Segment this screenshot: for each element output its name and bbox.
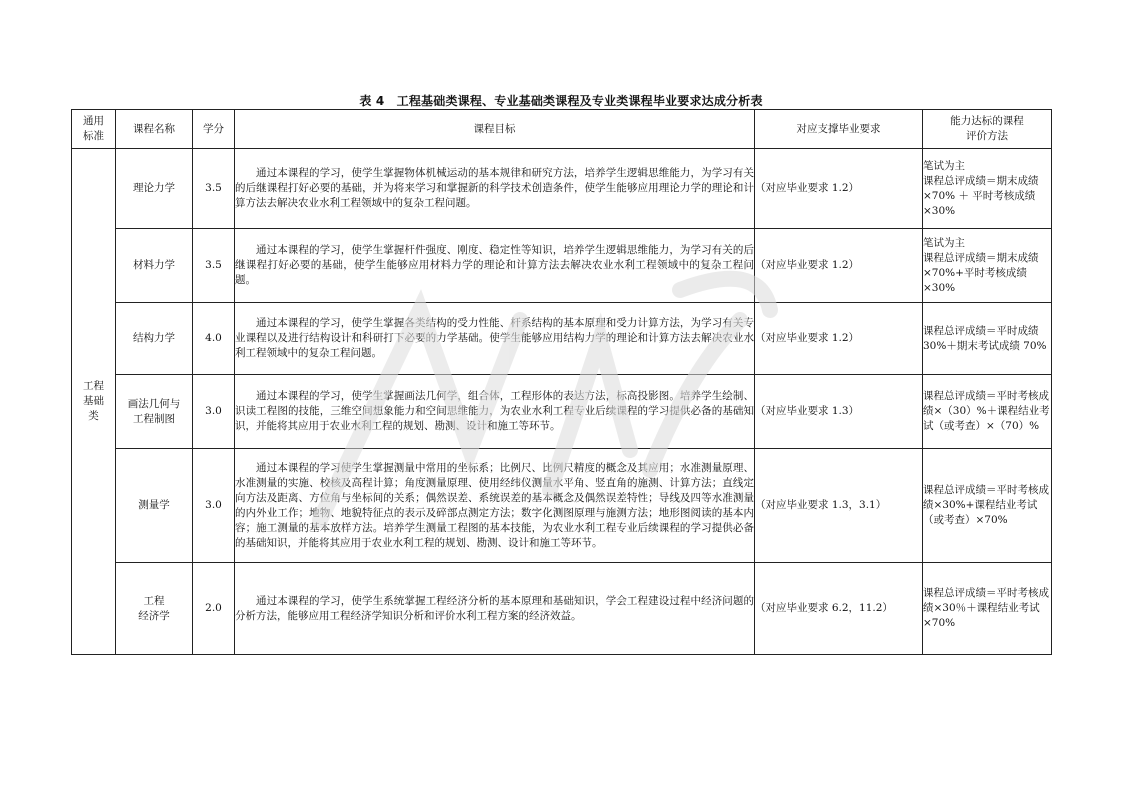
course-support: （对应毕业要求 1.2） <box>755 303 923 375</box>
table-row <box>72 449 1052 563</box>
course-credits: 3.5 <box>193 149 235 229</box>
header-course-name: 课程名称 <box>116 110 193 149</box>
requirements-table <box>71 109 1052 655</box>
course-credits: 3.5 <box>193 229 235 303</box>
course-support: （对应毕业要求 1.3） <box>755 375 923 449</box>
course-name: 理论力学 <box>116 149 193 229</box>
course-support: （对应毕业要求 6.2，11.2） <box>755 563 923 655</box>
header-credits: 学分 <box>193 110 235 149</box>
course-name: 材料力学 <box>116 229 193 303</box>
table-row <box>72 229 1052 303</box>
table-row <box>72 303 1052 375</box>
course-credits: 4.0 <box>193 303 235 375</box>
table-row <box>72 563 1052 655</box>
course-eval: 课程总评成绩＝平时考核成绩×（30）%＋课程结业考试（或考查）×（70）% <box>923 375 1052 449</box>
course-goal: 通过本课程的学习，使学生掌握杆件强度、刚度、稳定性等知识，培养学生逻辑思维能力，为学习有关的后继课程打好必要的基础，使学生能够应用材料力学的理论和计算方法去解决农业水利工程领域中的复杂工程问题。 <box>235 229 755 303</box>
course-eval: 课程总评成绩＝平时成绩 30%＋期末考试成绩 70% <box>923 303 1052 375</box>
course-eval: 笔试为主 课程总评成绩＝期末成绩×70% ＋ 平时考核成绩×30% <box>923 149 1052 229</box>
course-goal: 通过本课程的学习，使学生系统掌握工程经济分析的基本原理和基础知识，学会工程建设过程中经济问题的分析方法，能够应用工程经济学知识分析和评价水利工程方案的经济效益。 <box>235 563 755 655</box>
category-cell: 工程 基础 类 <box>72 149 116 655</box>
course-goal: 通过本课程的学习，使学生掌握画法几何学，组合体，工程形体的表达方法，标高投影图。培养学生绘制、识读工程图的技能，三维空间想象能力和空间思维能力，为农业水利工程专业后续课程的学习提供必备的基础知识，并能将其应用于农业水利工程的规划、勘测、设计和施工等环节。 <box>235 375 755 449</box>
header-standard: 通用 标准 <box>72 110 116 149</box>
course-goal: 通过本课程的学习，使学生掌握物体机械运动的基本规律和研究方法，培养学生逻辑思维能力，为学习有关的后继课程打好必要的基础，并为将来学习和掌握新的科学技术创造条件，使学生能够应用理论力学的理论和计算方法去解决农业水利工程领域中的复杂工程问题。 <box>235 149 755 229</box>
course-support: （对应毕业要求 1.3，3.1） <box>755 449 923 563</box>
course-name: 画法几何与 工程制图 <box>116 375 193 449</box>
course-name: 测量学 <box>116 449 193 563</box>
course-support: （对应毕业要求 1.2） <box>755 229 923 303</box>
course-goal: 通过本课程的学习，使学生掌握各类结构的受力性能、杆系结构的基本原理和受力计算方法，为学习有关专业课程以及进行结构设计和科研打下必要的力学基础。使学生能够应用结构力学的理论和计算方法去解决农业水利工程领域中的复杂工程问题。 <box>235 303 755 375</box>
table-row <box>72 375 1052 449</box>
course-eval: 笔试为主 课程总评成绩＝期末成绩×70%+平时考核成绩×30% <box>923 229 1052 303</box>
header-eval: 能力达标的课程 评价方法 <box>923 110 1052 149</box>
header-support: 对应支撑毕业要求 <box>755 110 923 149</box>
course-credits: 3.0 <box>193 375 235 449</box>
course-eval: 课程总评成绩＝平时考核成绩×30%+课程结业考试（或考查）×70% <box>923 449 1052 563</box>
table-title: 表 4 工程基础类课程、专业基础类课程及专业类课程毕业要求达成分析表 <box>359 94 763 108</box>
course-goal: 通过本课程的学习使学生掌握测量中常用的坐标系；比例尺、比例尺精度的概念及其应用；水准测量原理、水准测量的实施、校核及高程计算；角度测量原理、使用经纬仪测量水平角、竖直角的施测、计算方法；直线定向方法及距离、方位角与坐标间的关系；偶然误差、系统误差的基本概念及偶然误差特性；导线及四等水准测量的内外业工作；地物、地貌特征点的表示及碎部点测定方法；数字化测图原理与施测方法；地形图阅读的基本内容；施工测量的基本放样方法。培养学生测量工程图的基本技能，为农业水利工程专业后续课程的学习提供必备的基础知识，并能将其应用于农业水利工程的规划、勘测、设计和施工等环节。 <box>235 449 755 563</box>
course-credits: 3.0 <box>193 449 235 563</box>
course-support: （对应毕业要求 1.2） <box>755 149 923 229</box>
table-header-row <box>72 110 1052 149</box>
course-name: 结构力学 <box>116 303 193 375</box>
table-row <box>72 149 1052 229</box>
course-credits: 2.0 <box>193 563 235 655</box>
course-eval: 课程总评成绩＝平时考核成绩×30％＋课程结业考试×70% <box>923 563 1052 655</box>
course-name: 工程 经济学 <box>116 563 193 655</box>
header-goal: 课程目标 <box>235 110 755 149</box>
